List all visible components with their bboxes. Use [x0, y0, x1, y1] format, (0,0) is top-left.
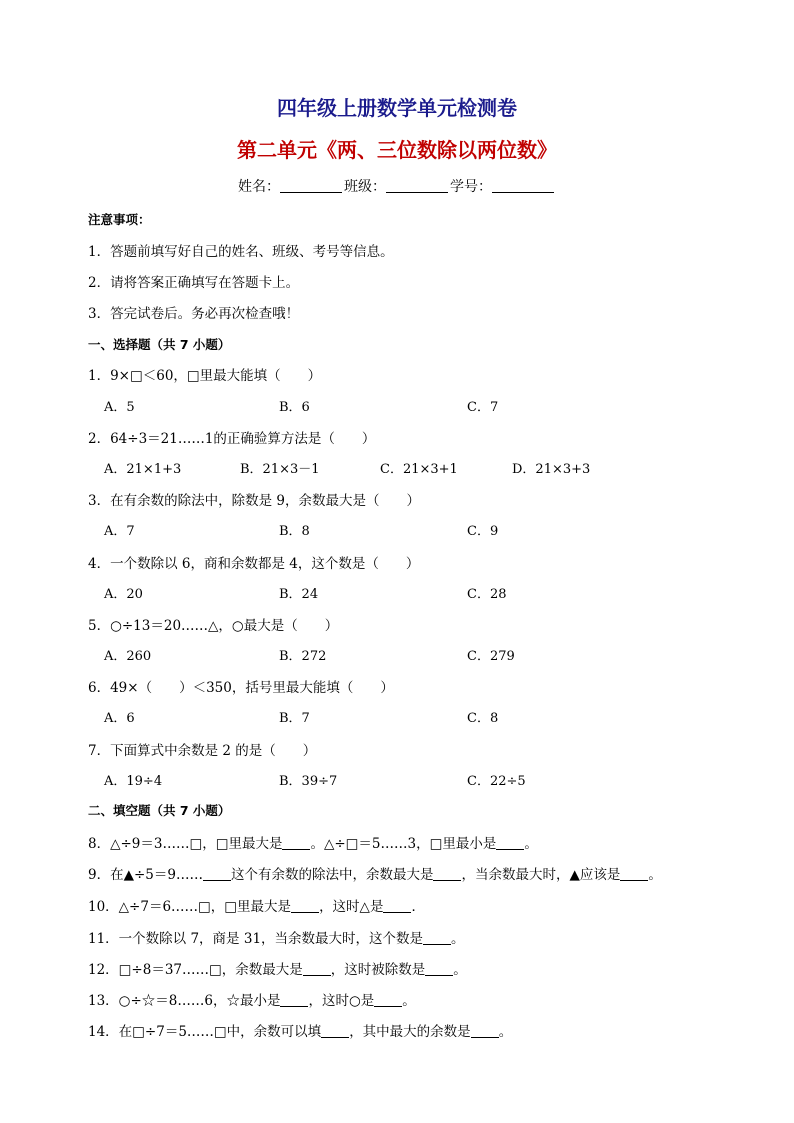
- answer-blank[interactable]: [423, 931, 451, 945]
- student-info: [0, 176, 794, 196]
- option-b[interactable]: B．272: [279, 649, 327, 664]
- question-8: 8．△÷9＝3……□，□里最大是 。△÷□＝5……3，□里最小是 。: [88, 836, 538, 852]
- question-3: 3．在有余数的除法中，除数是 9，余数最大是（ ）: [88, 493, 420, 509]
- option-a[interactable]: A．7: [104, 524, 135, 539]
- option-b[interactable]: B．7: [279, 711, 310, 726]
- option-c[interactable]: C．21×3+1: [380, 462, 458, 477]
- section1-heading: 一、选择题（共 7 小题）: [88, 337, 231, 352]
- option-c[interactable]: C．8: [467, 711, 499, 726]
- answer-blank[interactable]: [203, 867, 231, 881]
- question-5: 5．○÷13＝20……△，○最大是（ ）: [88, 618, 339, 634]
- name-label: 姓名：: [238, 179, 280, 195]
- option-a[interactable]: A．21×1+3: [104, 462, 182, 477]
- answer-blank[interactable]: [383, 899, 411, 913]
- question-6: 6．49×（ ）＜350，括号里最大能填（ ）: [88, 680, 394, 696]
- option-a[interactable]: A．5: [104, 400, 135, 415]
- option-a[interactable]: A．6: [104, 711, 135, 726]
- question-13: 13．○÷☆＝8……6，☆最小是 ，这时○是 。: [88, 993, 416, 1009]
- option-b[interactable]: B．39÷7: [279, 774, 338, 789]
- option-b[interactable]: B．8: [279, 524, 310, 539]
- note-item: 3．答完试卷后。务必再次检查哦！: [88, 306, 300, 322]
- note-item: 2．请将答案正确填写在答题卡上。: [88, 275, 300, 291]
- question-9: 9．在▲÷5＝9…… 这个有余数的除法中，余数最大是 ，当余数最大时，▲应该是 。: [88, 867, 662, 883]
- question-12: 12．□÷8＝37……□，余数最大是 ，这时被除数是 。: [88, 962, 467, 978]
- answer-blank[interactable]: [280, 993, 308, 1007]
- option-d[interactable]: D．21×3+3: [512, 462, 591, 477]
- option-c[interactable]: C．28: [467, 587, 507, 602]
- option-b[interactable]: B．6: [279, 400, 310, 415]
- answer-blank[interactable]: [291, 899, 319, 913]
- option-a[interactable]: A．19÷4: [104, 774, 163, 789]
- number-label: 学号：: [450, 179, 492, 195]
- notes-heading: 注意事项：: [88, 212, 151, 227]
- number-field[interactable]: [492, 178, 554, 193]
- section2-heading: 二、填空题（共 7 小题）: [88, 803, 231, 818]
- option-c[interactable]: C．22÷5: [467, 774, 526, 789]
- question-2: 2．64÷3＝21……1的正确验算方法是（ ）: [88, 431, 376, 447]
- option-c[interactable]: C．7: [467, 400, 499, 415]
- answer-blank[interactable]: [471, 1024, 499, 1038]
- question-14: 14．在□÷7＝5……□中，余数可以填 ，其中最大的余数是 。: [88, 1024, 513, 1040]
- option-a[interactable]: A．260: [104, 649, 152, 664]
- question-11: 11．一个数除以 7，商是 31，当余数最大时，这个数是 。: [88, 931, 465, 947]
- answer-blank[interactable]: [425, 962, 453, 976]
- option-c[interactable]: C．279: [467, 649, 515, 664]
- name-field[interactable]: [280, 178, 342, 193]
- answer-blank[interactable]: [496, 836, 524, 850]
- answer-blank[interactable]: [303, 962, 331, 976]
- option-b[interactable]: B．21×3－1: [240, 462, 320, 477]
- question-7: 7．下面算式中余数是 2 的是（ ）: [88, 743, 317, 759]
- question-1: 1．9×□＜60，□里最大能填（ ）: [88, 368, 322, 384]
- answer-blank[interactable]: [321, 1024, 349, 1038]
- answer-blank[interactable]: [374, 993, 402, 1007]
- class-label: 班级：: [344, 179, 386, 195]
- option-c[interactable]: C．9: [467, 524, 499, 539]
- answer-blank[interactable]: [620, 867, 648, 881]
- class-field[interactable]: [386, 178, 448, 193]
- answer-blank[interactable]: [433, 867, 461, 881]
- exam-subtitle: 第二单元《两、三位数除以两位数》: [237, 138, 557, 162]
- exam-title: 四年级上册数学单元检测卷: [277, 96, 517, 120]
- option-a[interactable]: A．20: [104, 587, 143, 602]
- answer-blank[interactable]: [282, 836, 310, 850]
- option-b[interactable]: B．24: [279, 587, 319, 602]
- note-item: 1．答题前填写好自己的姓名、班级、考号等信息。: [88, 244, 394, 260]
- question-4: 4．一个数除以 6，商和余数都是 4，这个数是（ ）: [88, 556, 420, 572]
- question-10: 10．△÷7＝6……□，□里最大是 ，这时△是 ．: [88, 899, 425, 915]
